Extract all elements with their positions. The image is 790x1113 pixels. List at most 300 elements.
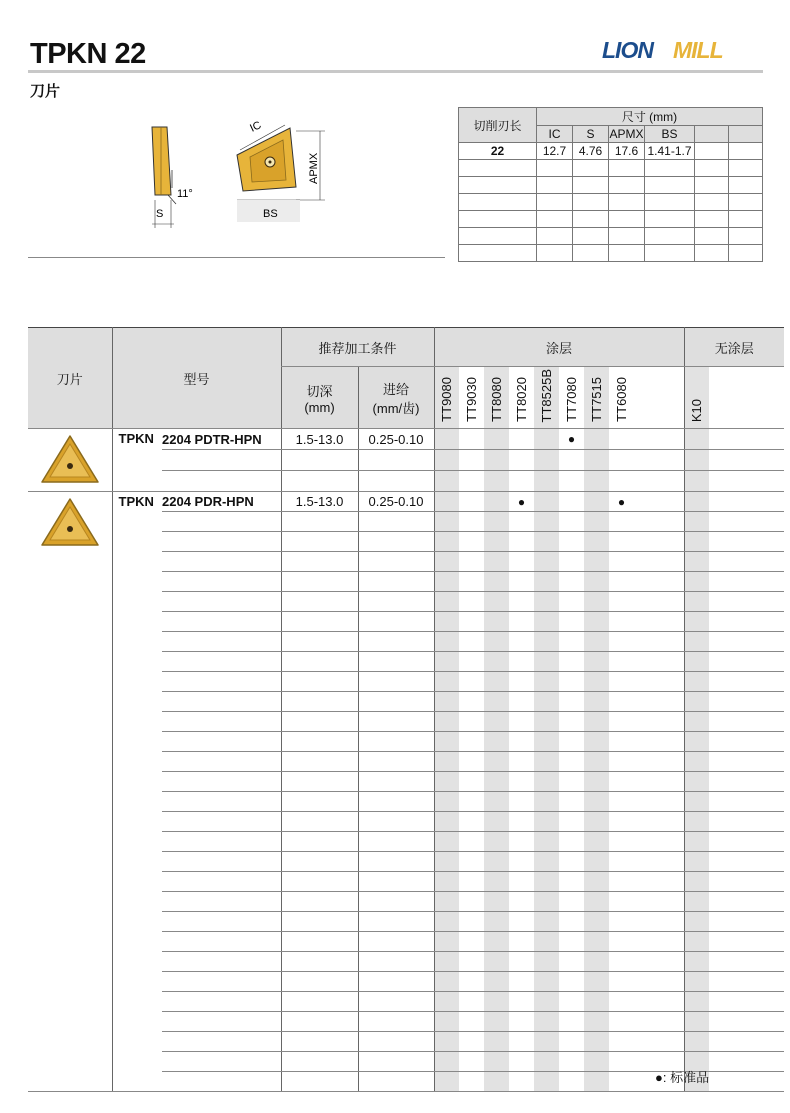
grade-cell — [609, 592, 634, 612]
grade-cell — [559, 692, 584, 712]
grade-cell — [759, 471, 784, 492]
grade-cell — [684, 450, 709, 471]
grade-cell — [734, 1072, 759, 1092]
col-bs: BS — [645, 126, 695, 143]
grade-cell — [559, 492, 584, 512]
grade-cell — [759, 892, 784, 912]
s-dimension-label: S — [156, 208, 164, 220]
model-name — [162, 972, 281, 992]
grade-cell — [709, 672, 734, 692]
insert-side-view — [152, 127, 171, 195]
grade-cell — [609, 532, 634, 552]
grade-cell — [634, 732, 659, 752]
model-name: 2204 PDTR-HPN — [162, 429, 281, 450]
grade-cell — [684, 992, 709, 1012]
grade-cell — [534, 632, 559, 652]
grade-cell — [684, 892, 709, 912]
legend-note: ●: 标准品 — [655, 1070, 710, 1085]
grade-cell — [584, 1072, 609, 1092]
grade-cell — [559, 471, 584, 492]
grade-cell — [484, 1072, 509, 1092]
grade-cell — [759, 612, 784, 632]
grade-cell — [634, 471, 659, 492]
feed-value — [358, 652, 434, 672]
grade-cell — [434, 872, 459, 892]
grade-cell — [559, 592, 584, 612]
grade-cell — [759, 652, 784, 672]
depth-value — [281, 532, 358, 552]
depth-value — [281, 1072, 358, 1092]
grade-cell — [509, 1072, 534, 1092]
grade-cell — [434, 532, 459, 552]
grade-cell — [684, 932, 709, 952]
standard-mark: ● — [609, 492, 634, 512]
grade-cell — [584, 812, 609, 832]
model-name — [162, 752, 281, 772]
grade-cell — [684, 852, 709, 872]
grade-cell — [759, 752, 784, 772]
grade-cell — [659, 932, 684, 952]
grade-cell — [634, 612, 659, 632]
grade-cell — [534, 512, 559, 532]
grade-cell — [434, 612, 459, 632]
grade-cell — [634, 812, 659, 832]
grade-cell — [584, 652, 609, 672]
model-name — [162, 872, 281, 892]
grade-cell — [584, 792, 609, 812]
grade-cell — [584, 772, 609, 792]
grade-cell — [559, 912, 584, 932]
grade-cell — [484, 892, 509, 912]
grade-cell — [559, 632, 584, 652]
grade-cell — [584, 632, 609, 652]
grade-cell — [609, 952, 634, 972]
feed-value — [358, 532, 434, 552]
model-name — [162, 1052, 281, 1072]
grade-cell — [434, 572, 459, 592]
model-name — [162, 612, 281, 632]
grade-header — [459, 367, 484, 429]
lionmill-logo — [600, 34, 766, 64]
feed-value — [358, 952, 434, 972]
grade-cell — [634, 752, 659, 772]
grade-cell — [459, 972, 484, 992]
grade-cell — [484, 752, 509, 772]
feed-value: 0.25-0.10 — [358, 492, 434, 512]
grade-cell — [734, 492, 759, 512]
col-apmx: APMX — [609, 127, 644, 141]
feed-value — [358, 852, 434, 872]
grade-cell — [659, 812, 684, 832]
depth-value — [281, 752, 358, 772]
grade-cell — [634, 992, 659, 1012]
grade-cell — [484, 692, 509, 712]
edge-length-header: 切削刃长 — [459, 108, 537, 143]
grade-cell — [434, 692, 459, 712]
ic-dimension-label: IC — [248, 119, 264, 135]
grade-cell — [584, 552, 609, 572]
model-name — [162, 732, 281, 752]
grade-header — [759, 367, 784, 429]
feed-value — [358, 932, 434, 952]
grade-cell — [759, 772, 784, 792]
grade-cell — [584, 732, 609, 752]
grade-cell — [434, 512, 459, 532]
grade-cell — [734, 952, 759, 972]
grade-cell — [484, 812, 509, 832]
grade-cell — [459, 592, 484, 612]
grade-label: TT8020 — [514, 377, 529, 422]
grade-cell — [509, 752, 534, 772]
insert-photo — [38, 495, 102, 551]
grade-cell — [484, 732, 509, 752]
grade-cell — [759, 672, 784, 692]
grade-cell — [659, 772, 684, 792]
grade-cell — [559, 450, 584, 471]
feed-value — [358, 812, 434, 832]
grade-cell — [634, 872, 659, 892]
model-name — [162, 572, 281, 592]
grade-cell — [659, 1032, 684, 1052]
grade-cell — [759, 852, 784, 872]
grade-cell — [659, 792, 684, 812]
grade-cell — [709, 652, 734, 672]
grade-cell — [434, 952, 459, 972]
grade-cell — [609, 1012, 634, 1032]
model-name — [162, 1012, 281, 1032]
grade-cell — [609, 692, 634, 712]
grade-cell — [659, 632, 684, 652]
grade-cell — [684, 612, 709, 632]
grade-cell — [559, 752, 584, 772]
depth-value — [281, 972, 358, 992]
grade-cell — [434, 832, 459, 852]
grade-cell — [459, 450, 484, 471]
grade-cell — [584, 1012, 609, 1032]
grade-cell — [734, 572, 759, 592]
grade-cell — [709, 712, 734, 732]
feed-value — [358, 572, 434, 592]
depth-value — [281, 592, 358, 612]
grade-label: TT8525B — [539, 368, 554, 422]
grade-cell — [534, 872, 559, 892]
grade-cell — [684, 792, 709, 812]
grade-header — [684, 367, 709, 429]
page-title: TPKN 22 — [30, 38, 146, 70]
grade-cell — [734, 992, 759, 1012]
grade-cell — [634, 572, 659, 592]
grade-cell — [509, 772, 534, 792]
grade-cell — [484, 792, 509, 812]
grade-cell — [459, 812, 484, 832]
grade-cell — [659, 832, 684, 852]
grade-cell — [734, 792, 759, 812]
grade-cell — [434, 772, 459, 792]
dimension-table — [458, 107, 763, 262]
grade-cell — [484, 912, 509, 932]
grade-cell — [684, 952, 709, 972]
grade-cell — [759, 712, 784, 732]
grade-cell — [684, 752, 709, 772]
grade-cell — [684, 652, 709, 672]
grade-cell — [659, 672, 684, 692]
grade-cell — [659, 992, 684, 1012]
coated-header: 涂层 — [434, 328, 684, 367]
grade-cell — [609, 892, 634, 912]
grade-cell — [634, 450, 659, 471]
grade-cell — [709, 972, 734, 992]
grade-cell — [659, 752, 684, 772]
grade-cell — [434, 652, 459, 672]
grade-header — [434, 367, 459, 429]
grade-cell — [709, 732, 734, 752]
grade-cell — [584, 932, 609, 952]
grade-cell — [709, 512, 734, 532]
grade-cell — [584, 592, 609, 612]
grade-cell — [759, 632, 784, 652]
grade-cell — [709, 832, 734, 852]
grade-cell — [609, 832, 634, 852]
grade-cell — [634, 912, 659, 932]
grade-cell — [559, 932, 584, 952]
grade-cell — [509, 552, 534, 572]
grade-cell — [534, 772, 559, 792]
grade-cell — [734, 872, 759, 892]
grade-cell — [684, 1032, 709, 1052]
grade-cell — [759, 1032, 784, 1052]
grade-cell — [659, 532, 684, 552]
grade-cell — [459, 552, 484, 572]
feed-value — [358, 752, 434, 772]
grade-cell — [509, 892, 534, 912]
grade-cell — [659, 732, 684, 752]
grade-cell — [484, 872, 509, 892]
grade-cell — [709, 852, 734, 872]
grade-cell — [559, 672, 584, 692]
grade-cell — [459, 1072, 484, 1092]
grade-cell — [534, 429, 559, 450]
grade-cell — [709, 952, 734, 972]
grade-cell — [609, 1052, 634, 1072]
grade-cell — [584, 572, 609, 592]
grade-cell — [434, 672, 459, 692]
model-name — [162, 672, 281, 692]
section-divider — [28, 257, 445, 258]
grade-cell — [534, 1052, 559, 1072]
grade-cell — [759, 572, 784, 592]
grade-cell — [534, 912, 559, 932]
depth-value — [281, 652, 358, 672]
grade-cell — [534, 992, 559, 1012]
grade-cell — [659, 692, 684, 712]
grade-cell — [559, 532, 584, 552]
grade-cell — [734, 772, 759, 792]
grade-cell — [734, 752, 759, 772]
depth-value — [281, 1052, 358, 1072]
grade-cell — [434, 1052, 459, 1072]
grade-cell — [509, 932, 534, 952]
grade-cell — [609, 572, 634, 592]
grade-cell — [459, 512, 484, 532]
grade-cell — [734, 892, 759, 912]
grade-cell — [434, 1032, 459, 1052]
grade-cell — [534, 832, 559, 852]
grade-cell — [484, 592, 509, 612]
grade-cell — [659, 512, 684, 532]
grade-cell — [734, 532, 759, 552]
grade-cell — [609, 712, 634, 732]
grade-label: TT7515 — [589, 377, 604, 422]
model-name — [162, 852, 281, 872]
depth-value — [281, 471, 358, 492]
grade-cell — [459, 992, 484, 1012]
grade-cell — [484, 512, 509, 532]
grade-cell — [534, 1032, 559, 1052]
depth-value — [281, 712, 358, 732]
grade-cell — [609, 752, 634, 772]
insert-image-cell — [28, 429, 112, 492]
depth-value — [281, 812, 358, 832]
grade-label: TT8080 — [489, 377, 504, 422]
grade-cell — [584, 852, 609, 872]
grade-cell — [584, 429, 609, 450]
grade-cell — [734, 450, 759, 471]
grade-cell — [434, 1012, 459, 1032]
grade-cell — [434, 992, 459, 1012]
depth-value — [281, 992, 358, 1012]
grade-cell — [459, 492, 484, 512]
feed-value — [358, 552, 434, 572]
grade-cell — [759, 952, 784, 972]
depth-value — [281, 732, 358, 752]
grade-cell — [434, 632, 459, 652]
grade-cell — [584, 912, 609, 932]
depth-value — [281, 912, 358, 932]
depth-value: 1.5-13.0 — [281, 429, 358, 450]
grade-cell — [509, 450, 534, 471]
model-name — [162, 692, 281, 712]
grade-cell — [684, 592, 709, 612]
grade-cell — [559, 572, 584, 592]
depth-value — [281, 632, 358, 652]
ic-value: 12.7 — [537, 143, 573, 160]
grade-cell — [459, 672, 484, 692]
grade-cell — [434, 552, 459, 572]
grade-cell — [509, 652, 534, 672]
col-s: S — [573, 126, 609, 143]
grade-cell — [509, 972, 534, 992]
feed-value — [358, 792, 434, 812]
grade-cell — [709, 1052, 734, 1072]
grade-cell — [634, 552, 659, 572]
grade-cell — [609, 429, 634, 450]
grade-cell — [759, 692, 784, 712]
grade-cell — [484, 712, 509, 732]
grade-cell — [684, 471, 709, 492]
grade-cell — [484, 852, 509, 872]
grade-cell — [584, 450, 609, 471]
grade-cell — [534, 612, 559, 632]
grade-cell — [634, 652, 659, 672]
grade-cell — [534, 552, 559, 572]
grade-cell — [609, 652, 634, 672]
edge-length-value: 22 — [459, 143, 537, 160]
grade-cell — [509, 812, 534, 832]
grade-cell — [459, 752, 484, 772]
grade-cell — [534, 732, 559, 752]
grade-cell — [584, 692, 609, 712]
grade-cell — [709, 1032, 734, 1052]
angle-label: 11° — [177, 188, 193, 200]
model-name — [162, 592, 281, 612]
grade-cell — [509, 732, 534, 752]
model-name — [162, 450, 281, 471]
grade-cell — [534, 450, 559, 471]
grade-header — [534, 367, 559, 429]
grade-cell — [559, 1012, 584, 1032]
grade-cell — [434, 712, 459, 732]
grade-cell — [759, 912, 784, 932]
grade-cell — [759, 532, 784, 552]
grade-cell — [609, 471, 634, 492]
model-name — [162, 1032, 281, 1052]
grade-cell — [434, 732, 459, 752]
grade-cell — [759, 872, 784, 892]
grade-cell — [509, 512, 534, 532]
grade-cell — [609, 732, 634, 752]
grade-cell — [609, 972, 634, 992]
grade-cell — [484, 450, 509, 471]
grade-cell — [709, 612, 734, 632]
grade-cell — [609, 992, 634, 1012]
depth-value — [281, 1032, 358, 1052]
grade-label: K10 — [689, 398, 705, 422]
grade-cell — [484, 429, 509, 450]
grade-cell — [584, 512, 609, 532]
grade-cell — [509, 872, 534, 892]
grade-cell — [634, 429, 659, 450]
grade-cell — [609, 612, 634, 632]
uncoated-header: 无涂层 — [684, 328, 784, 367]
svg-text:LION: LION — [602, 37, 653, 63]
section-subtitle: 刀片 — [30, 83, 61, 100]
bs-value: 1.41-1.7 — [645, 143, 695, 160]
grade-cell — [684, 1012, 709, 1032]
grade-cell — [759, 1052, 784, 1072]
grade-cell — [434, 429, 459, 450]
grade-cell — [509, 912, 534, 932]
grade-cell — [559, 732, 584, 752]
grade-cell — [709, 992, 734, 1012]
grade-cell — [634, 1012, 659, 1032]
grade-label: TT6080 — [614, 377, 629, 422]
grade-cell — [484, 832, 509, 852]
grade-cell — [684, 732, 709, 752]
depth-value — [281, 952, 358, 972]
grade-cell — [509, 992, 534, 1012]
grade-cell — [584, 612, 609, 632]
grade-cell — [684, 772, 709, 792]
grade-cell — [509, 712, 534, 732]
grade-cell — [534, 792, 559, 812]
grade-cell — [659, 952, 684, 972]
model-name — [162, 1072, 281, 1092]
feed-value — [358, 912, 434, 932]
feed-value — [358, 592, 434, 612]
grade-cell — [709, 450, 734, 471]
grade-cell — [684, 492, 709, 512]
grade-cell — [434, 912, 459, 932]
